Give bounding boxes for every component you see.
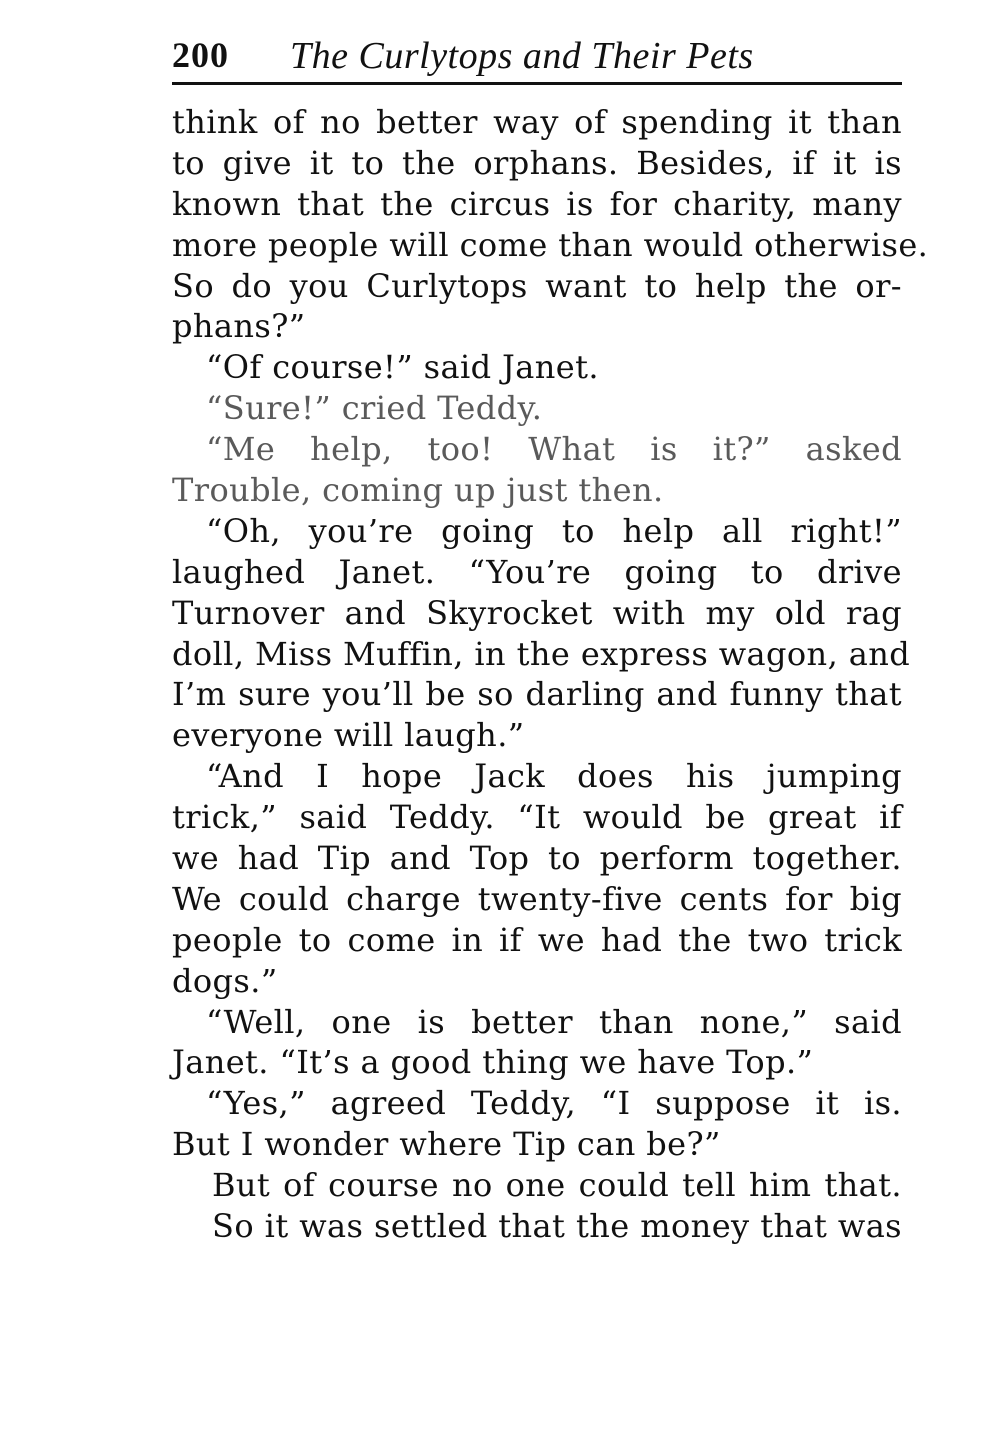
text-line: “And I hope Jack does his jumping <box>206 757 902 796</box>
text-line: we had Tip and Top to perform together. <box>172 839 902 878</box>
text-line: dogs.” <box>172 961 278 1000</box>
text-line: doll, Miss Muffin, in the express wagon, and <box>172 634 911 673</box>
text-line: “Me help, too! What is it?” asked <box>206 430 902 469</box>
text-line: Janet. “It’s a good thing we have Top.” <box>172 1043 814 1082</box>
text-line: laughed Janet. “You’re going to drive <box>172 552 902 591</box>
page-number: 200 <box>172 35 229 75</box>
text-line: trick,” said Teddy. “It would be great if <box>172 798 902 837</box>
text-line: more people will come than would otherwise. <box>172 225 929 264</box>
text-line: everyone will laugh.” <box>172 716 525 755</box>
text-line: “Well, one is better than none,” said <box>206 1002 902 1041</box>
text-line: But I wonder where Tip can be?” <box>172 1125 721 1164</box>
text-line: Turnover and Skyrocket with my old rag <box>172 593 902 632</box>
text-line: “Yes,” agreed Teddy, “I suppose it is. <box>206 1084 902 1123</box>
text-line: We could charge twenty-five cents for big <box>172 879 902 918</box>
text-line: people to come in if we had the two trick <box>172 920 902 959</box>
body-text <box>172 102 929 1247</box>
text-line: So it was settled that the money that was <box>212 1207 902 1246</box>
page-header <box>172 34 902 78</box>
text-line: “Of course!” said Janet. <box>206 348 599 387</box>
text-line: “Oh, you’re going to help all right!” <box>206 511 902 550</box>
text-line: But of course no one could tell him that. <box>212 1166 902 1205</box>
text-line: to give it to the orphans. Besides, if it is <box>172 143 902 182</box>
running-title: The Curlytops and Their Pets <box>290 35 754 77</box>
text-line: Trouble, coming up just then. <box>172 471 664 510</box>
header-rule <box>172 82 902 85</box>
text-line: phans?” <box>172 307 306 346</box>
text-line: known that the circus is for charity, many <box>172 184 902 223</box>
text-line: “Sure!” cried Teddy. <box>206 389 543 428</box>
text-line: think of no better way of spending it than <box>172 103 902 141</box>
text-line: So do you Curlytops want to help the or- <box>172 266 902 305</box>
text-line: I’m sure you’ll be so darling and funny that <box>172 675 902 714</box>
